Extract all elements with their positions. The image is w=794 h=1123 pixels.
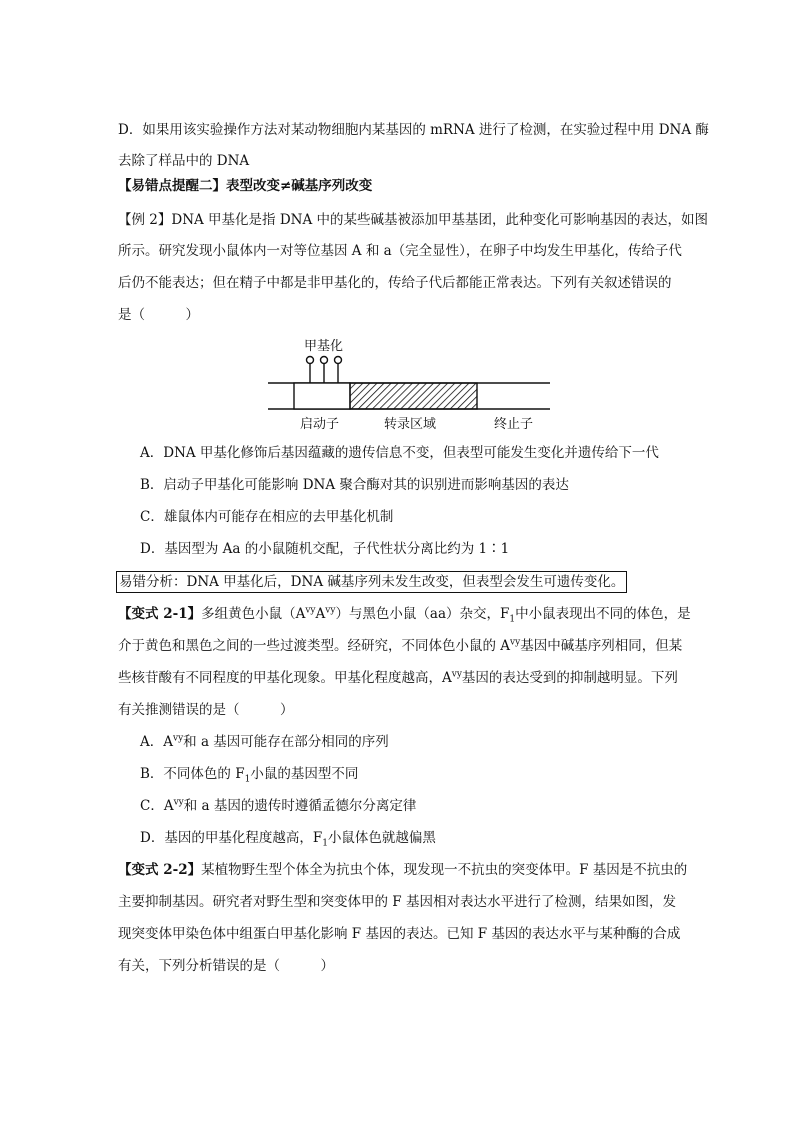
variant22-line1: 【变式 2-2】某植物野生型个体全为抗虫个体，现发现一不抗虫的突变体甲。F 基因是不抗虫的: [118, 862, 688, 878]
transcription-region: [350, 383, 477, 409]
variant21-option-b: B．不同体色的 $F_1$小鼠的基因型不同: [140, 766, 359, 785]
option-d-line1: D．如果用该实验操作方法对某动物细胞内某基因的 mRNA 进行了检测，在实验过程中用 DNA 酶: [118, 122, 709, 138]
example2-line1: 【例 2】DNA 甲基化是指 DNA 中的某些碱基被添加甲基基团，此种变化可影响基因的表达，如图: [118, 212, 709, 228]
example2-option-c: C．雄鼠体内可能存在相应的去甲基化机制: [140, 509, 394, 525]
methylation-label: 甲基化: [304, 339, 344, 354]
methyl-marker: [335, 357, 342, 364]
promoter-region: [294, 383, 350, 409]
example2-option-d: D．基因型为 Aa 的小鼠随机交配，子代性状分离比约为 1∶1: [140, 541, 510, 557]
variant21-option-c: C．$A^{vy}$和 a 基因的遗传时遵循孟德尔分离定律: [140, 797, 417, 814]
methyl-group-markers: [307, 357, 342, 384]
example2-line3: 后仍不能表达；但在精子中都是非甲基化的，传给子代后都能正常表达。下列有关叙述错误的: [118, 275, 672, 291]
example2-line4: 是（ ）: [118, 307, 199, 323]
variant21-tag: 【变式 2-1】: [118, 606, 202, 622]
terminator-label: 终止子: [494, 417, 534, 432]
example2-option-b: B．启动子甲基化可能影响 DNA 聚合酶对其的识别进而影响基因的表达: [140, 477, 569, 493]
transcription-label: 转录区域: [384, 417, 437, 432]
methyl-marker: [307, 357, 314, 364]
variant22-line3: 现突变体甲染色体中组蛋白甲基化影响 F 基因的表达。已知 F 基因的表达水平与某种酶的合成: [118, 926, 681, 942]
variant22-line4: 有关，下列分析错误的是（ ）: [118, 958, 334, 974]
promoter-label: 启动子: [300, 417, 340, 432]
variant21-line3: 些核苷酸有不同程度的甲基化现象。甲基化程度越高，$A^{vy}$基因的表达受到的抑制越明显。下列: [118, 669, 678, 686]
variant21-line4: 有关推测错误的是（ ）: [118, 702, 294, 718]
variant22-line2: 主要抑制基因。研究者对野生型和突变体甲的 F 基因相对表达水平进行了检测，结果如图，发: [118, 894, 676, 910]
methyl-marker: [321, 357, 328, 364]
variant22-tag: 【变式 2-2】: [118, 862, 202, 878]
example2-option-a: A．DNA 甲基化修饰后基因蕴藏的遗传信息不变，但表型可能发生变化并遗传给下一代: [140, 445, 659, 461]
variant21-option-d: D．基因的甲基化程度越高，$F_1$小鼠体色就越偏黑: [140, 830, 436, 849]
example2-line2: 所示。研究发现小鼠体内一对等位基因 A 和 a（完全显性），在卵子中均发生甲基化，传给子代: [118, 243, 682, 259]
error-analysis-box: 易错分析：DNA 甲基化后，DNA 碱基序列未发生改变，但表型会发生可遗传变化。: [116, 571, 627, 593]
variant21-line1: 【变式 2-1】多组黄色小鼠$(A^{vy}A^{vy})$与黑色小鼠（aa）杂交，$F_1$中小鼠表现出不同的体色，是: [118, 605, 691, 625]
option-d-line2: 去除了样品中的 DNA: [118, 153, 250, 169]
reminder-heading: 【易错点提醒二】表型改变≠碱基序列改变: [118, 178, 373, 194]
dna-methylation-diagram: [268, 336, 550, 434]
variant21-line2: 介于黄色和黑色之间的一些过渡类型。经研究，不同体色小鼠的 $A^{vy}$基因中碱基序列相同，但某: [118, 637, 683, 654]
variant21-option-a: A．$A^{vy}$和 a 基因可能存在部分相同的序列: [140, 733, 389, 750]
